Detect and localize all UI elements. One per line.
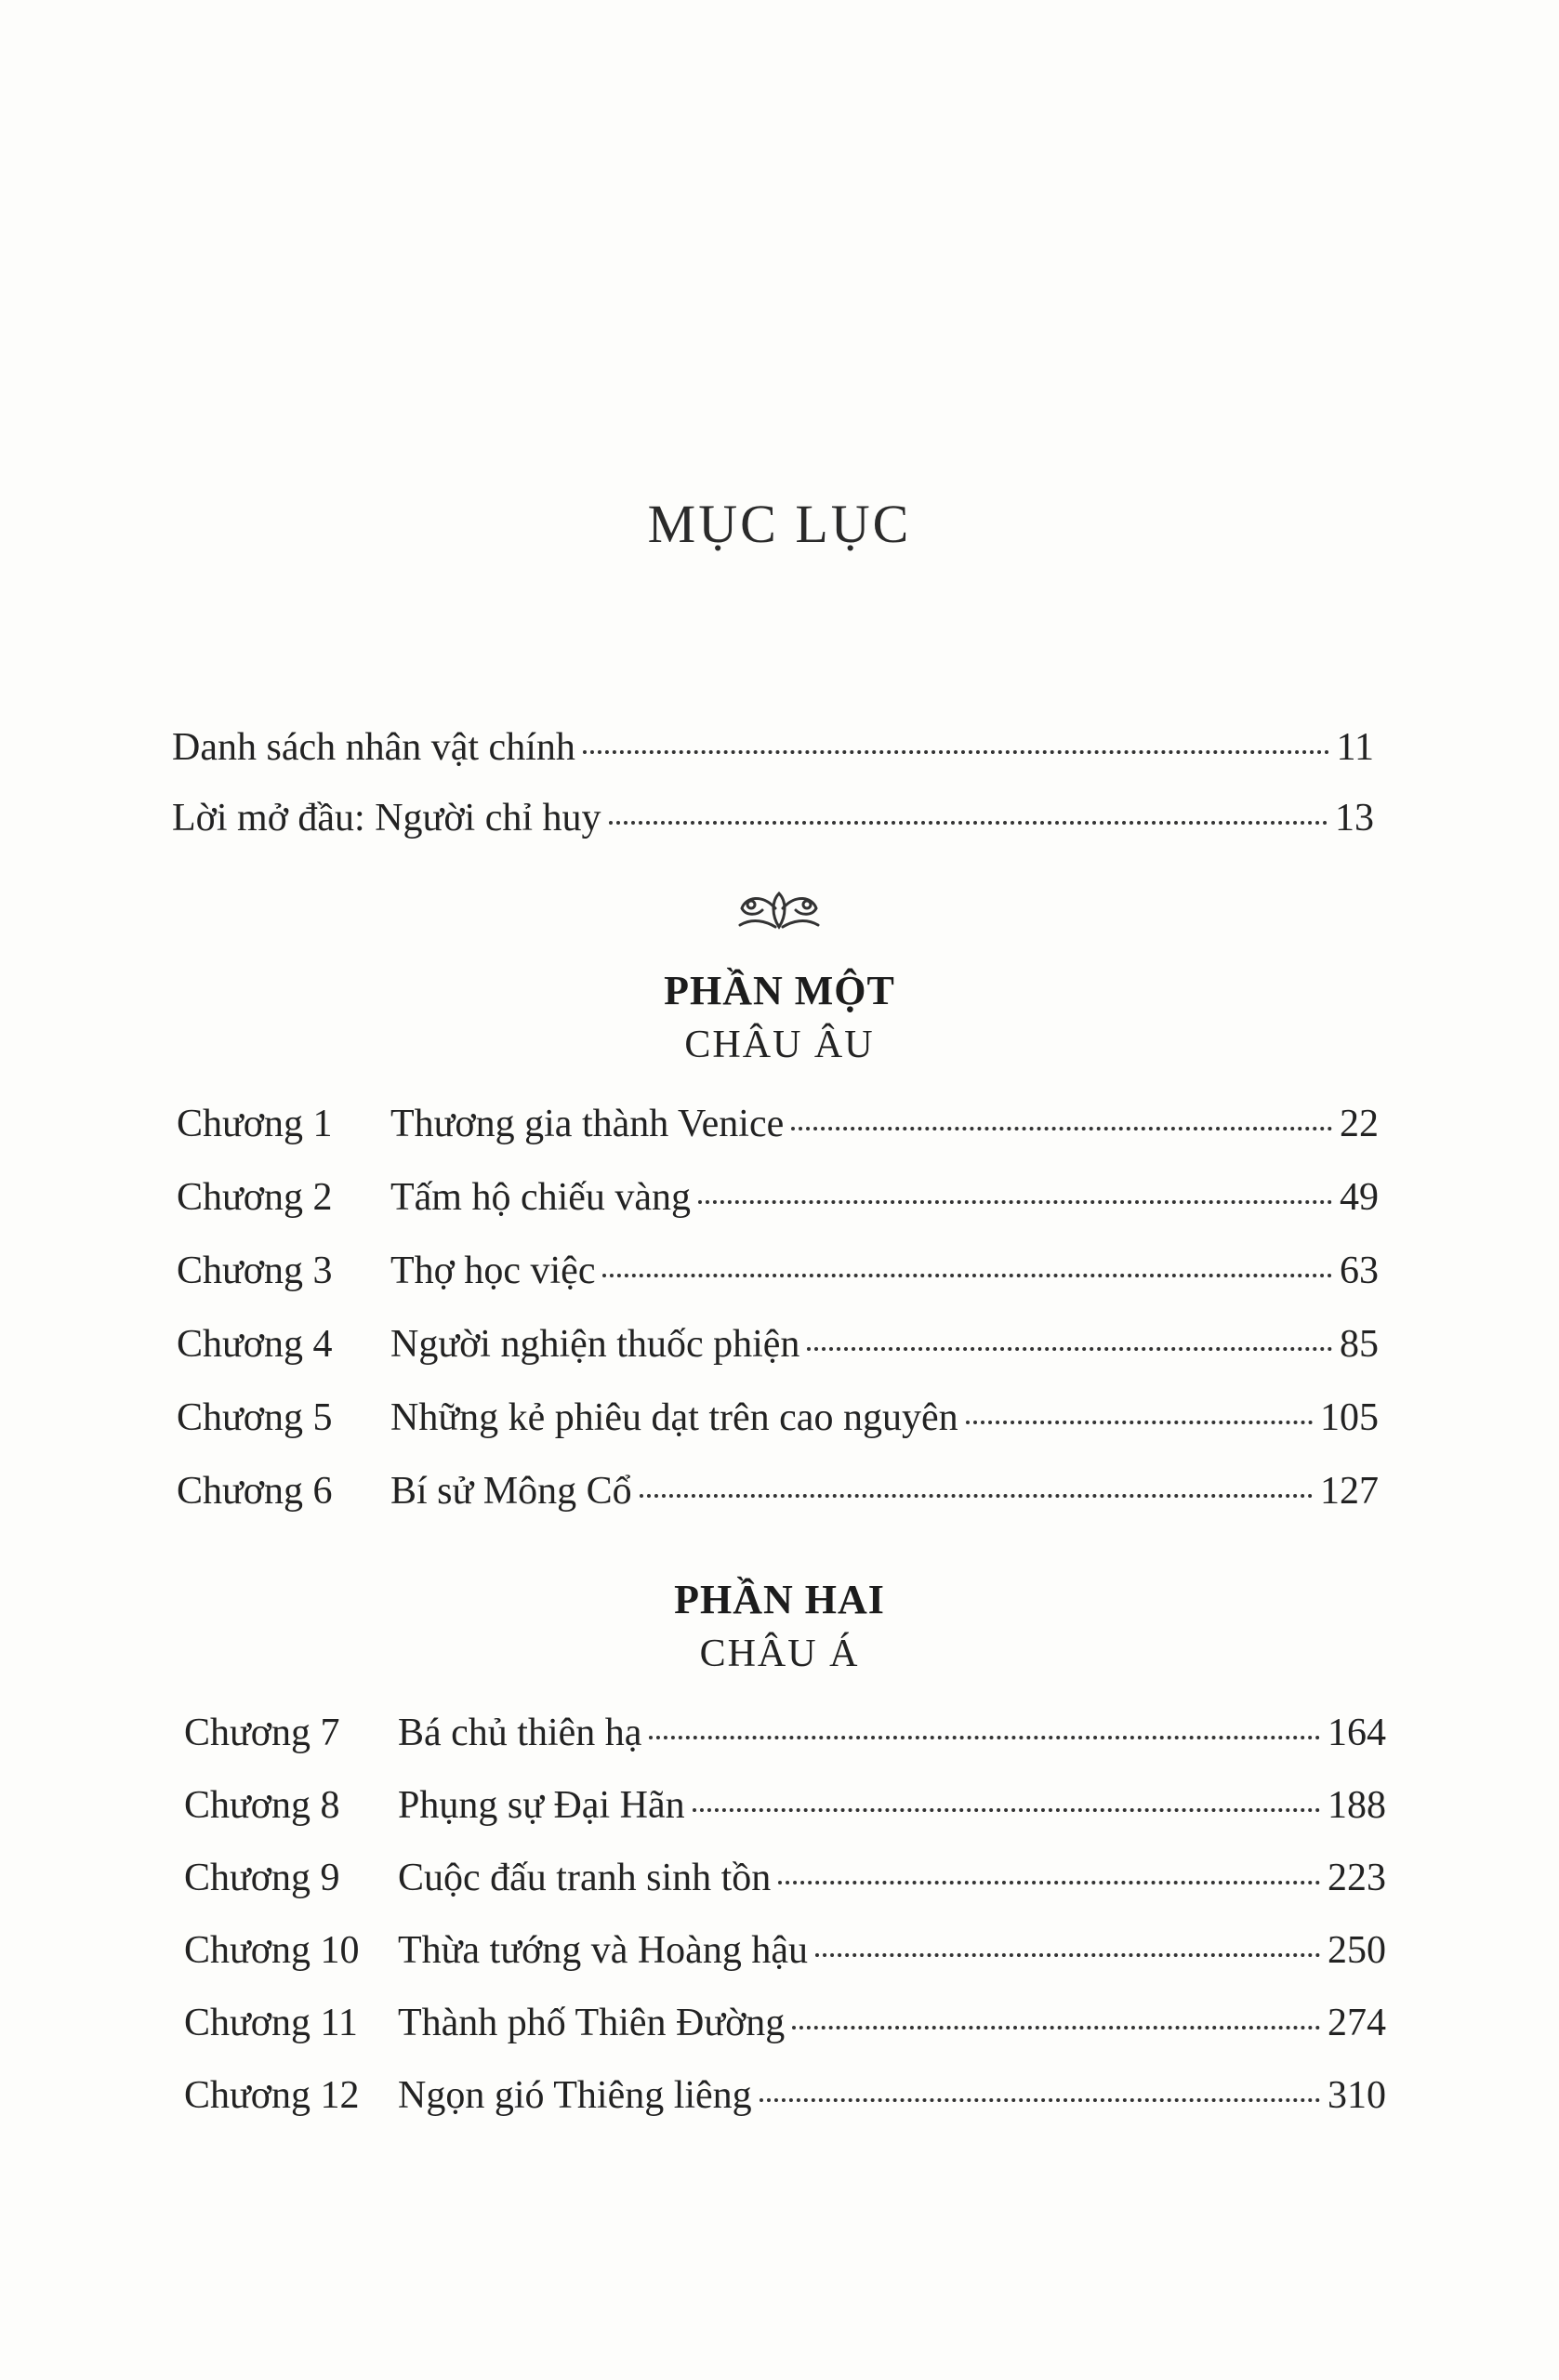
dot-leader — [649, 1735, 1320, 1739]
dot-leader — [792, 2025, 1320, 2030]
toc-entry-chapter-2[interactable] — [177, 1175, 1379, 1220]
toc-entry-chapter-11[interactable] — [184, 2001, 1386, 2045]
dot-leader — [609, 820, 1328, 825]
dot-leader — [602, 1273, 1332, 1277]
toc-entry-page: 11 — [1336, 726, 1374, 769]
chapter-title: Bá chủ thiên hạ — [398, 1712, 642, 1754]
chapter-title: Thợ học việc — [390, 1250, 596, 1292]
chapter-number: Chương 8 — [184, 1784, 340, 1827]
chapter-number: Chương 12 — [184, 2074, 360, 2117]
dot-leader — [807, 1346, 1332, 1351]
dot-leader — [698, 1199, 1332, 1204]
toc-entry-chapter-8[interactable] — [184, 1783, 1386, 1828]
chapter-number: Chương 10 — [184, 1929, 360, 1972]
part-heading: PHẦN MỘT — [664, 968, 895, 1013]
toc-entry-chapter-1[interactable] — [177, 1102, 1379, 1146]
chapter-title: Người nghiện thuốc phiện — [390, 1323, 800, 1366]
chapter-title: Bí sử Mông Cổ — [390, 1470, 632, 1513]
chapter-title: Cuộc đấu tranh sinh tồn — [398, 1857, 772, 1899]
toc-entry-front-1[interactable] — [172, 725, 1374, 770]
dot-leader — [583, 749, 1329, 754]
part-heading: PHẦN HAI — [674, 1577, 885, 1622]
dot-leader — [778, 1880, 1320, 1884]
chapter-page: 105 — [1320, 1396, 1379, 1439]
dot-leader — [791, 1126, 1332, 1130]
dot-leader — [640, 1493, 1313, 1498]
chapter-number: Chương 7 — [184, 1712, 340, 1754]
dot-leader — [966, 1420, 1313, 1424]
toc-entry-chapter-5[interactable] — [177, 1395, 1379, 1440]
toc-entry-front-2[interactable] — [172, 796, 1374, 840]
part-subtitle: CHÂU Á — [699, 1633, 860, 1675]
toc-entry-chapter-3[interactable] — [177, 1249, 1379, 1293]
chapter-title: Thương gia thành Venice — [390, 1103, 785, 1145]
part-subtitle: CHÂU ÂU — [684, 1024, 875, 1066]
chapter-title: Thừa tướng và Hoàng hậu — [398, 1929, 808, 1972]
chapter-page: 274 — [1328, 2002, 1386, 2044]
toc-entry-label: Lời mở đầu: Người chỉ huy — [172, 797, 601, 840]
chapter-title: Ngọn gió Thiêng liêng — [398, 2074, 752, 2117]
chapter-page: 250 — [1328, 1929, 1386, 1972]
chapter-page: 164 — [1328, 1712, 1386, 1754]
chapter-title: Thành phố Thiên Đường — [398, 2002, 786, 2044]
chapter-number: Chương 1 — [177, 1103, 333, 1145]
chapter-title: Những kẻ phiêu dạt trên cao nguyên — [390, 1396, 958, 1439]
chapter-title: Phụng sự Đại Hãn — [398, 1784, 685, 1827]
chapter-page: 85 — [1340, 1323, 1379, 1366]
toc-entry-chapter-7[interactable] — [184, 1711, 1386, 1755]
chapter-page: 223 — [1328, 1857, 1386, 1899]
chapter-number: Chương 2 — [177, 1176, 333, 1219]
fleuron-ornament-icon — [734, 888, 824, 932]
toc-entry-chapter-10[interactable] — [184, 1928, 1386, 1973]
toc-entry-label: Danh sách nhân vật chính — [172, 726, 575, 769]
chapter-number: Chương 11 — [184, 2002, 358, 2044]
dot-leader — [693, 1807, 1320, 1812]
toc-entry-chapter-4[interactable] — [177, 1322, 1379, 1367]
chapter-page: 188 — [1328, 1784, 1386, 1827]
dot-leader — [815, 1952, 1320, 1957]
chapter-page: 49 — [1340, 1176, 1379, 1219]
chapter-title: Tấm hộ chiếu vàng — [390, 1176, 692, 1219]
chapter-page: 310 — [1328, 2074, 1386, 2117]
chapter-number: Chương 3 — [177, 1250, 333, 1292]
toc-entry-page: 13 — [1335, 797, 1374, 840]
chapter-page: 22 — [1340, 1103, 1379, 1145]
toc-entry-chapter-6[interactable] — [177, 1469, 1379, 1514]
chapter-number: Chương 9 — [184, 1857, 340, 1899]
chapter-number: Chương 4 — [177, 1323, 333, 1366]
chapter-number: Chương 6 — [177, 1470, 333, 1513]
dot-leader — [760, 2097, 1320, 2102]
toc-entry-chapter-12[interactable] — [184, 2073, 1386, 2118]
chapter-page: 63 — [1340, 1250, 1379, 1292]
page-title: MỤC LỤC — [647, 494, 912, 554]
chapter-page: 127 — [1320, 1470, 1379, 1513]
toc-entry-chapter-9[interactable] — [184, 1856, 1386, 1900]
chapter-number: Chương 5 — [177, 1396, 333, 1439]
